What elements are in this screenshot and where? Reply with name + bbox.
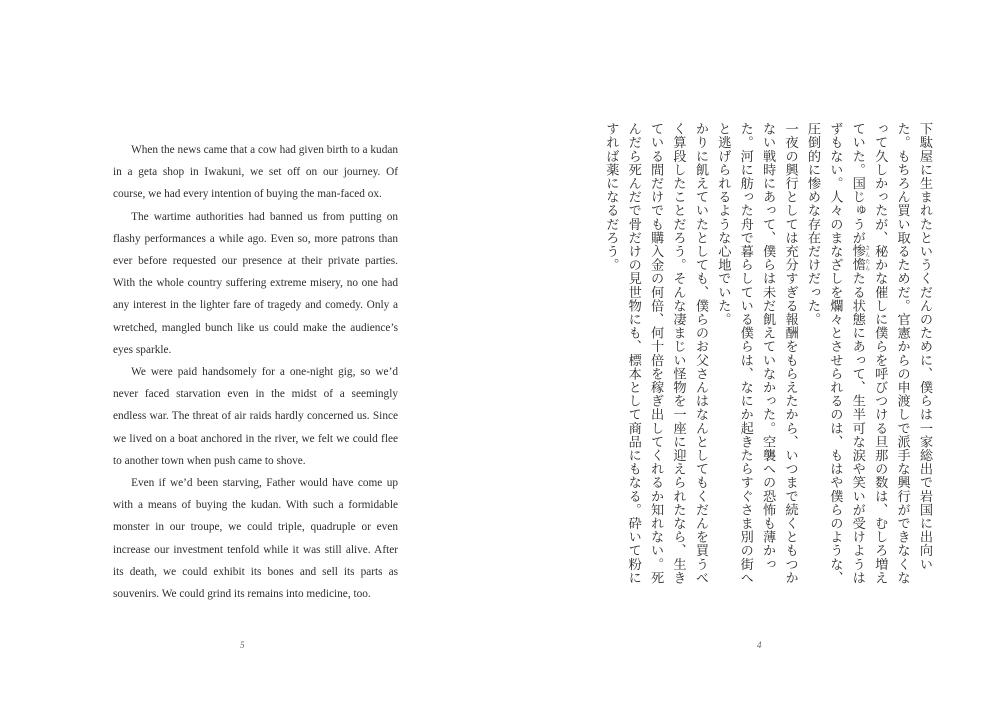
english-body-text: [113, 139, 398, 605]
japanese-body-text: [535, 122, 935, 592]
ruby-base: 惨憺: [849, 244, 865, 272]
right-page: [500, 0, 1000, 709]
japanese-paragraph: かりに飢えていたとしても、僕らのお父さんはなんとしてもくだんを買うべく算段したことだろう。そんな凄まじい怪物を一座に迎えられたなら、生きている間だけでも購入金の何倍、何十倍を稼ぎ出してくれるか知れない。死んだら死んだで骨だけの見世物にも、標本として商品にもなる。砕いて粉にすれば薬になるだろう。: [603, 122, 708, 585]
japanese-paragraph: [801, 122, 935, 592]
english-paragraph: When the news came that a cow had given birth to a kudan in a geta shop in Iwakuni, we set off on our journey. Of course, we had every intention of buying the man-faced ox.: [113, 144, 398, 201]
english-paragraph: The wartime authorities had banned us from putting on flashy performances a while ago. Even so, more patrons than ever before requested our presence at their private parties. With the whole country suffering extreme misery, no one had any interest in the lighter fare of tragedy and comedy. Only a wretched, mangled bunch like us could make the audience’s eyes sparkle.: [113, 210, 398, 356]
page-number-left: 5: [240, 640, 245, 650]
ruby-reading: さんたん: [864, 244, 871, 272]
japanese-text-segment: たる状態にあって、生半可な涙や笑いが受けようはずもない。人々のまなざしを爛々とさせられるのは、もはや僕らのような、圧倒的に惨めな存在だけだった。: [804, 122, 865, 585]
page-number-right: 4: [757, 640, 762, 650]
japanese-paragraph: 一夜の興行としては充分すぎる報酬をもらえたから、いつまで続くともつかない戦時にあって、僕らは未だ飢えていなかった。空襲への恐怖も薄かった。河に舫った舟で暮らしている僕らは、なにか起きたらすぐさま別の街へと逃げられるような心地でいた。: [715, 122, 798, 585]
furigana-ruby: [849, 244, 871, 272]
english-paragraph: We were paid handsomely for a one-night gig, so we’d never faced starvation even in the midst of a seemingly endless war. The threat of air raids hardly concerned us. Since we lived on a boat anchored in the river, we felt we could flee to another town when push came to shove.: [113, 366, 398, 467]
english-paragraph: Even if we’d been starving, Father would have come up with a means of buying the kudan. With such a formidable monster in our troupe, we could triple, quadruple or even increase our investment tenfold while it was still alive. After its death, we could exhibit its bones and sell its parts as souvenirs. We could grind its remains into medicine, too.: [113, 477, 398, 601]
japanese-text-segment: 下駄屋に生まれたというくだんのために、僕らは一家総出で岩国に出向いた。もちろん買い取るためだ。官憲からの申渡しで派手な興行ができなくなって久しかったが、秘かな催しに僕らを呼びつける旦那の数は、むしろ増えていた。国じゅうが: [849, 122, 932, 585]
